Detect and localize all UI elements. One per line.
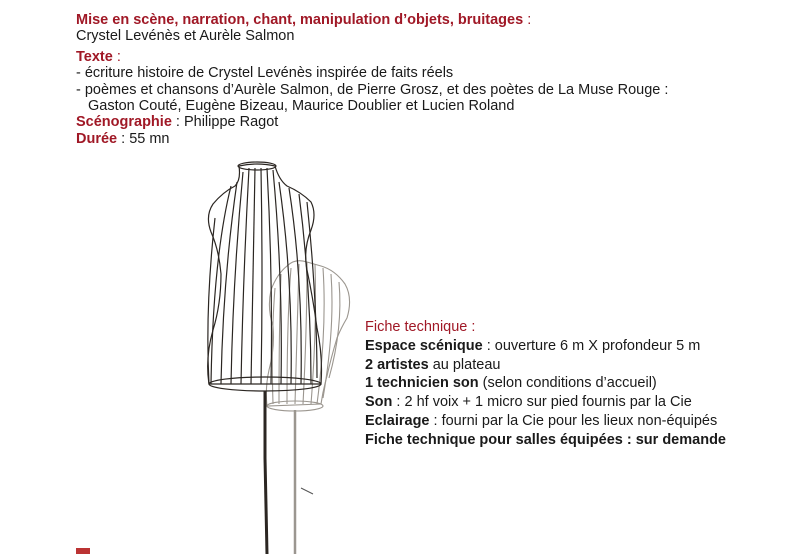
technical-sheet bbox=[365, 318, 726, 450]
tech-technicien-value: (selon conditions d’accueil) bbox=[478, 375, 657, 392]
tech-technicien-label: 1 technicien son bbox=[365, 375, 479, 392]
tech-salles-label: Fiche technique pour salles équipées : sur demande bbox=[365, 431, 726, 448]
tech-espace bbox=[365, 337, 726, 356]
credits-block bbox=[76, 12, 776, 147]
tech-title: Fiche technique : bbox=[365, 319, 476, 335]
scenographie-line bbox=[76, 114, 776, 130]
texte-heading: Texte bbox=[76, 48, 113, 65]
tech-espace-value: : ouverture 6 m X profondeur 5 m bbox=[482, 337, 701, 354]
mise-value: Crystel Levénès et Aurèle Salmon bbox=[76, 28, 295, 45]
duree-line bbox=[76, 131, 776, 147]
tech-son-value: : 2 hf voix + 1 micro sur pied fournis par la Cie bbox=[392, 394, 692, 411]
tech-artistes bbox=[365, 356, 726, 375]
mise-colon: : bbox=[523, 12, 532, 28]
tech-eclairage-value: : fourni par la Cie pour les lieux non-équipés bbox=[429, 412, 718, 429]
tech-eclairage bbox=[365, 412, 726, 431]
tech-son bbox=[365, 393, 726, 412]
tech-eclairage-label: Eclairage bbox=[365, 412, 430, 429]
mise-heading: Mise en scène, narration, chant, manipulation d’objets, bruitages bbox=[76, 12, 524, 28]
texte-line-1: - écriture histoire de Crystel Levénès inspirée de faits réels bbox=[76, 65, 454, 82]
tech-artistes-label: 2 artistes bbox=[365, 356, 429, 373]
mise-heading-line bbox=[76, 12, 776, 28]
duree-value: : 55 mn bbox=[117, 130, 170, 147]
texte-line-2: - poèmes et chansons d’Aurèle Salmon, de Pierre Grosz, et des poètes de La Muse Rouge : bbox=[76, 81, 669, 98]
footer-cut-marker bbox=[76, 548, 90, 554]
tech-salles bbox=[365, 431, 726, 450]
duree-heading: Durée bbox=[76, 130, 118, 147]
texte-line-3: Gaston Couté, Eugène Bizeau, Maurice Doublier et Lucien Roland bbox=[88, 98, 515, 115]
texte-heading-line bbox=[76, 49, 776, 65]
texte-colon: : bbox=[112, 48, 121, 65]
tech-espace-label: Espace scénique bbox=[365, 337, 483, 354]
tech-son-label: Son bbox=[365, 394, 393, 411]
tech-technicien bbox=[365, 374, 726, 393]
tech-artistes-value: au plateau bbox=[428, 356, 501, 373]
scenographie-value: : Philippe Ragot bbox=[171, 114, 279, 131]
wire-mannequin-icon bbox=[195, 158, 375, 558]
scenographie-heading: Scénographie bbox=[76, 114, 172, 131]
